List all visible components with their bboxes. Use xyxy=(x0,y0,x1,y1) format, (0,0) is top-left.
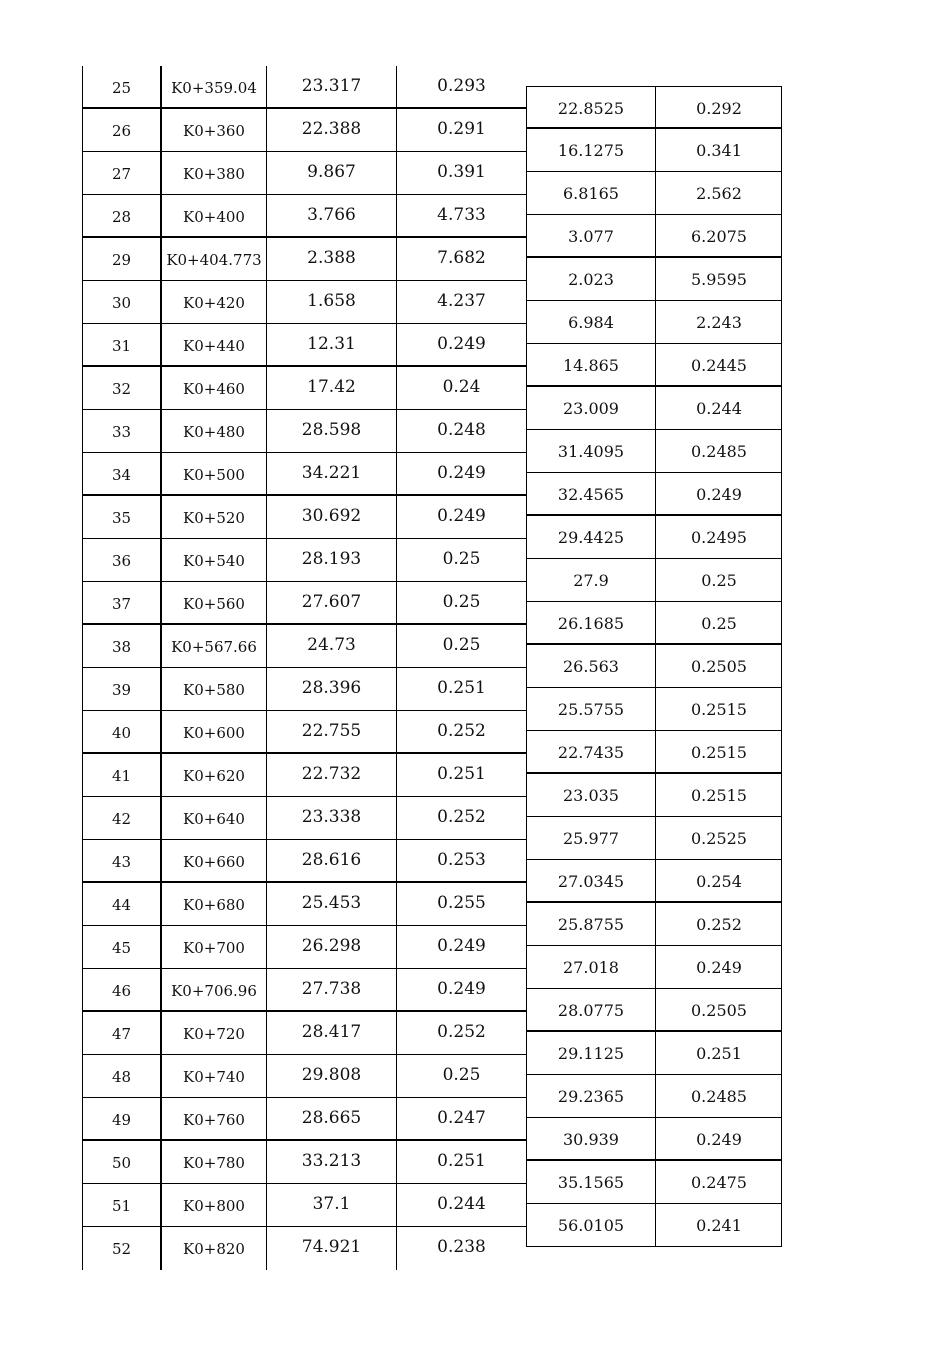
row-number: 45 xyxy=(82,926,160,968)
table-row xyxy=(526,215,782,258)
row-number: 29 xyxy=(82,238,160,280)
average-distance-cell: 27.9 xyxy=(573,571,609,590)
distance-cell: 22.755 xyxy=(266,711,396,752)
row-number: 32 xyxy=(82,367,160,409)
station-cell: K0+360 xyxy=(160,109,266,151)
average-slope-cell: 0.292 xyxy=(655,87,782,127)
row-number: 38 xyxy=(82,625,160,667)
table-row xyxy=(526,860,782,903)
table-row xyxy=(82,625,526,668)
station-cell: K0+404.773 xyxy=(160,238,266,280)
row-number: 37 xyxy=(82,582,160,623)
average-slope-cell: 0.2485 xyxy=(655,1075,782,1117)
slope-cell: 0.252 xyxy=(396,1012,526,1054)
slope-cell: 0.249 xyxy=(396,926,526,968)
distance-cell: 3.766 xyxy=(266,195,396,236)
average-distance-cell: 16.1275 xyxy=(557,141,625,160)
station-cell: K0+500 xyxy=(160,453,266,494)
table-row xyxy=(526,903,782,946)
average-slope-cell: 0.25 xyxy=(655,559,782,601)
station-cell: K0+706.96 xyxy=(160,969,266,1010)
average-distance-cell: 23.009 xyxy=(563,399,619,418)
average-distance-cell: 32.4565 xyxy=(557,485,625,504)
table-row xyxy=(526,774,782,817)
row-number: 33 xyxy=(82,410,160,452)
average-distance-cell: 22.8525 xyxy=(557,99,625,118)
distance-cell: 2.388 xyxy=(266,238,396,280)
row-number: 30 xyxy=(82,281,160,323)
average-distance-cell: 25.977 xyxy=(563,829,619,848)
station-cell: K0+760 xyxy=(160,1098,266,1139)
row-number: 50 xyxy=(82,1141,160,1183)
average-slope-cell: 0.2515 xyxy=(655,774,782,816)
table-row xyxy=(82,324,526,367)
average-distance-cell: 35.1565 xyxy=(557,1173,625,1192)
distance-cell: 26.298 xyxy=(266,926,396,968)
slope-cell: 0.252 xyxy=(396,797,526,839)
table-row xyxy=(526,688,782,731)
slope-cell: 0.238 xyxy=(396,1227,526,1270)
average-slope-cell: 0.2505 xyxy=(655,645,782,687)
station-cell: K0+359.04 xyxy=(160,66,266,107)
average-distance-cell: 29.4425 xyxy=(557,528,625,547)
table-row xyxy=(526,989,782,1032)
station-cell: K0+600 xyxy=(160,711,266,752)
station-cell: K0+380 xyxy=(160,152,266,194)
table-row xyxy=(82,797,526,840)
table-row xyxy=(526,1161,782,1204)
average-slope-cell: 0.254 xyxy=(655,860,782,901)
slope-cell: 0.249 xyxy=(396,496,526,538)
row-number: 40 xyxy=(82,711,160,752)
row-number: 41 xyxy=(82,754,160,796)
row-number: 39 xyxy=(82,668,160,710)
distance-cell: 24.73 xyxy=(266,625,396,667)
row-number: 34 xyxy=(82,453,160,494)
slope-cell: 0.249 xyxy=(396,453,526,494)
average-slope-cell: 0.2525 xyxy=(655,817,782,859)
average-slope-cell: 0.249 xyxy=(655,1118,782,1159)
station-cell: K0+820 xyxy=(160,1227,266,1270)
table-row xyxy=(82,238,526,281)
table-row xyxy=(82,1141,526,1184)
station-cell: K0+640 xyxy=(160,797,266,839)
distance-cell: 28.616 xyxy=(266,840,396,881)
average-distance-cell: 6.984 xyxy=(568,313,614,332)
table-row xyxy=(82,840,526,883)
slope-cell: 0.25 xyxy=(396,625,526,667)
distance-cell: 9.867 xyxy=(266,152,396,194)
slope-cell: 0.293 xyxy=(396,66,526,107)
slope-cell: 0.255 xyxy=(396,883,526,925)
distance-cell: 29.808 xyxy=(266,1055,396,1097)
average-slope-cell: 0.251 xyxy=(655,1032,782,1074)
distance-cell: 23.338 xyxy=(266,797,396,839)
distance-cell: 28.396 xyxy=(266,668,396,710)
station-cell: K0+567.66 xyxy=(160,625,266,667)
average-distance-cell: 29.2365 xyxy=(557,1087,625,1106)
station-cell: K0+400 xyxy=(160,195,266,236)
distance-cell: 33.213 xyxy=(266,1141,396,1183)
station-cell: K0+680 xyxy=(160,883,266,925)
table-row xyxy=(82,883,526,926)
station-cell: K0+560 xyxy=(160,582,266,623)
table-row xyxy=(82,1055,526,1098)
table-row xyxy=(526,430,782,473)
average-distance-cell: 14.865 xyxy=(563,356,619,375)
table-row xyxy=(82,668,526,711)
average-distance-cell: 2.023 xyxy=(568,270,614,289)
table-row xyxy=(526,1075,782,1118)
station-cell: K0+620 xyxy=(160,754,266,796)
distance-cell: 23.317 xyxy=(266,66,396,107)
table-row xyxy=(526,1032,782,1075)
table-row xyxy=(82,195,526,238)
row-number: 48 xyxy=(82,1055,160,1097)
station-cell: K0+440 xyxy=(160,324,266,365)
slope-cell: 0.25 xyxy=(396,1055,526,1097)
table-row xyxy=(526,1118,782,1161)
average-distance-cell: 27.018 xyxy=(563,958,619,977)
average-slope-cell: 0.2475 xyxy=(655,1161,782,1203)
table-row xyxy=(526,731,782,774)
station-cell: K0+720 xyxy=(160,1012,266,1054)
table-row xyxy=(82,969,526,1012)
station-cell: K0+800 xyxy=(160,1184,266,1226)
average-distance-cell: 56.0105 xyxy=(557,1216,625,1235)
average-slope-cell: 0.2495 xyxy=(655,516,782,558)
table-row xyxy=(526,645,782,688)
row-number: 52 xyxy=(82,1227,160,1270)
table-row xyxy=(82,367,526,410)
table-row xyxy=(82,1012,526,1055)
distance-cell: 28.417 xyxy=(266,1012,396,1054)
distance-cell: 27.607 xyxy=(266,582,396,623)
table-row xyxy=(526,301,782,344)
slope-cell: 0.249 xyxy=(396,969,526,1010)
table-row xyxy=(82,66,526,109)
average-slope-cell: 0.2505 xyxy=(655,989,782,1030)
slope-cell: 0.291 xyxy=(396,109,526,151)
table-row xyxy=(526,516,782,559)
slope-cell: 0.391 xyxy=(396,152,526,194)
slope-cell: 0.252 xyxy=(396,711,526,752)
average-slope-cell: 6.2075 xyxy=(655,215,782,256)
row-number: 44 xyxy=(82,883,160,925)
row-number: 28 xyxy=(82,195,160,236)
average-slope-cell: 0.252 xyxy=(655,903,782,945)
station-cell: K0+460 xyxy=(160,367,266,409)
slope-cell: 0.253 xyxy=(396,840,526,881)
average-slope-cell: 0.249 xyxy=(655,946,782,988)
distance-cell: 34.221 xyxy=(266,453,396,494)
station-cell: K0+780 xyxy=(160,1141,266,1183)
average-slope-cell: 0.25 xyxy=(655,602,782,643)
slope-cell: 0.251 xyxy=(396,1141,526,1183)
distance-cell: 1.658 xyxy=(266,281,396,323)
row-number: 35 xyxy=(82,496,160,538)
row-number: 27 xyxy=(82,152,160,194)
table-row xyxy=(82,1184,526,1227)
table-row xyxy=(82,281,526,324)
table-row xyxy=(82,926,526,969)
average-slope-cell: 0.244 xyxy=(655,387,782,429)
slope-cell: 0.25 xyxy=(396,582,526,623)
distance-cell: 28.193 xyxy=(266,539,396,581)
table-row xyxy=(526,559,782,602)
slope-cell: 0.251 xyxy=(396,668,526,710)
table-row xyxy=(526,1204,782,1247)
station-cell: K0+420 xyxy=(160,281,266,323)
table-row xyxy=(82,453,526,496)
average-distance-cell: 23.035 xyxy=(563,786,619,805)
station-cell: K0+580 xyxy=(160,668,266,710)
slope-cell: 0.244 xyxy=(396,1184,526,1226)
row-number: 36 xyxy=(82,539,160,581)
slope-cell: 4.237 xyxy=(396,281,526,323)
average-distance-cell: 30.939 xyxy=(563,1130,619,1149)
distance-cell: 22.388 xyxy=(266,109,396,151)
distance-cell: 22.732 xyxy=(266,754,396,796)
table-row xyxy=(82,1227,526,1270)
table-row xyxy=(526,602,782,645)
table-row xyxy=(82,496,526,539)
table-row xyxy=(526,129,782,172)
average-distance-cell: 25.5755 xyxy=(557,700,625,719)
average-slope-cell: 2.562 xyxy=(655,172,782,214)
average-distance-cell: 22.7435 xyxy=(557,743,625,762)
average-slope-cell: 0.2485 xyxy=(655,430,782,472)
station-cell: K0+740 xyxy=(160,1055,266,1097)
average-slope-cell: 0.2515 xyxy=(655,731,782,772)
distance-cell: 28.598 xyxy=(266,410,396,452)
average-slope-cell: 2.243 xyxy=(655,301,782,343)
table-row xyxy=(526,172,782,215)
table-row xyxy=(82,152,526,195)
table-row xyxy=(82,1098,526,1141)
station-cell: K0+700 xyxy=(160,926,266,968)
average-distance-cell: 31.4095 xyxy=(557,442,625,461)
distance-cell: 74.921 xyxy=(266,1227,396,1270)
table-row xyxy=(82,711,526,754)
average-slope-cell: 5.9595 xyxy=(655,258,782,300)
distance-cell: 17.42 xyxy=(266,367,396,409)
station-table xyxy=(82,66,526,1258)
average-slope-cell: 0.2445 xyxy=(655,344,782,385)
table-row xyxy=(82,539,526,582)
row-number: 47 xyxy=(82,1012,160,1054)
table-row xyxy=(526,946,782,989)
station-cell: K0+540 xyxy=(160,539,266,581)
table-row xyxy=(526,258,782,301)
table-row xyxy=(82,754,526,797)
slope-cell: 7.682 xyxy=(396,238,526,280)
row-number: 46 xyxy=(82,969,160,1010)
slope-cell: 0.249 xyxy=(396,324,526,365)
average-slope-cell: 0.341 xyxy=(655,129,782,171)
row-number: 49 xyxy=(82,1098,160,1139)
distance-cell: 25.453 xyxy=(266,883,396,925)
average-distance-cell: 26.1685 xyxy=(557,614,625,633)
slope-cell: 4.733 xyxy=(396,195,526,236)
table-row xyxy=(526,387,782,430)
row-number: 51 xyxy=(82,1184,160,1226)
average-distance-cell: 27.0345 xyxy=(557,872,625,891)
slope-cell: 0.24 xyxy=(396,367,526,409)
table-row xyxy=(526,817,782,860)
distance-cell: 12.31 xyxy=(266,324,396,365)
row-number: 25 xyxy=(82,66,160,107)
slope-cell: 0.248 xyxy=(396,410,526,452)
average-slope-cell: 0.241 xyxy=(655,1204,782,1246)
slope-cell: 0.251 xyxy=(396,754,526,796)
table-row xyxy=(82,582,526,625)
average-distance-cell: 25.8755 xyxy=(557,915,625,934)
distance-cell: 27.738 xyxy=(266,969,396,1010)
average-distance-cell: 28.0775 xyxy=(557,1001,625,1020)
table-row xyxy=(82,109,526,152)
station-cell: K0+660 xyxy=(160,840,266,881)
row-number: 43 xyxy=(82,840,160,881)
station-cell: K0+480 xyxy=(160,410,266,452)
average-slope-cell: 0.2515 xyxy=(655,688,782,730)
average-distance-cell: 3.077 xyxy=(568,227,614,246)
slope-cell: 0.25 xyxy=(396,539,526,581)
distance-cell: 37.1 xyxy=(266,1184,396,1226)
average-distance-cell: 6.8165 xyxy=(563,184,619,203)
row-number: 31 xyxy=(82,324,160,365)
table-row xyxy=(526,473,782,516)
average-distance-cell: 29.1125 xyxy=(557,1044,625,1063)
table-row xyxy=(526,86,782,129)
table-row xyxy=(526,344,782,387)
station-cell: K0+520 xyxy=(160,496,266,538)
average-slope-cell: 0.249 xyxy=(655,473,782,514)
table-row xyxy=(82,410,526,453)
distance-cell: 30.692 xyxy=(266,496,396,538)
average-distance-cell: 26.563 xyxy=(563,657,619,676)
slope-cell: 0.247 xyxy=(396,1098,526,1139)
row-number: 42 xyxy=(82,797,160,839)
distance-cell: 28.665 xyxy=(266,1098,396,1139)
row-number: 26 xyxy=(82,109,160,151)
